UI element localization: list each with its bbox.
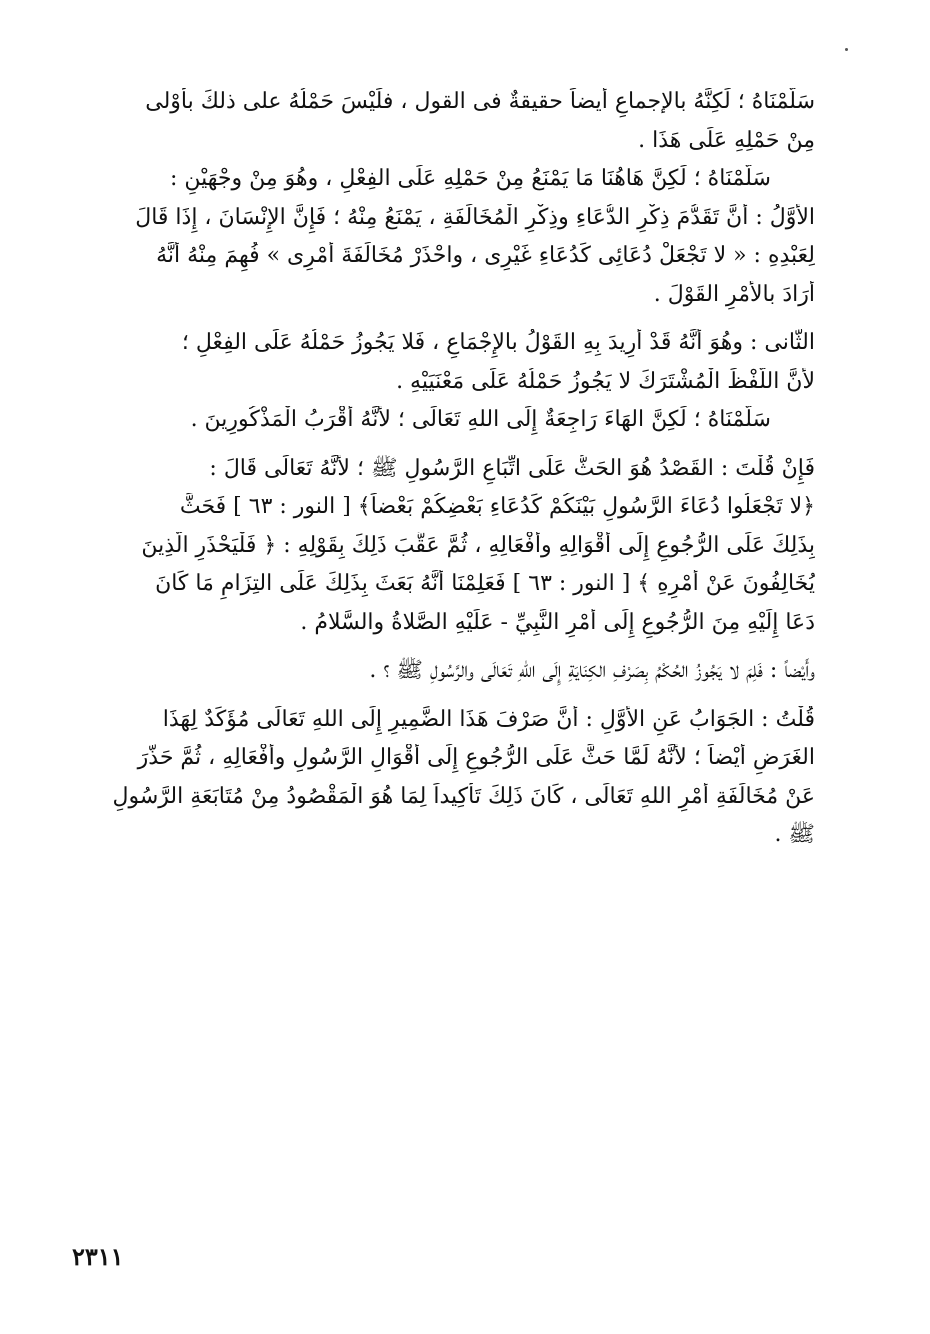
text-line: سَلَّمْنَاهُ ؛ لَكِنَّ هَاهُنَا مَا يَمْنَعُ مِنْ حَمْلِهِ عَلَى الفِعْلِ ، وهُوَ مِنْ وجْهَيْنِ : (169, 166, 771, 191)
text-line: مِنْ حَمْلِهِ عَلَى هَذَا . (638, 127, 815, 153)
text-line: بِذَلِكَ عَلَى الرُّجُوعِ إِلَى أَقْوَالِهِ وأَفْعَالِهِ ، ثُمَّ عَقَّبَ ذَلِكَ بِقَوْلِهِ : ﴿ فَلْيَحْذَرِ الَّذِينَ (141, 532, 815, 558)
text-line: فَإِنْ قُلْتَ : القَصْدُ هُوَ الحَثُّ عَلَى اتِّبَاعِ الرَّسُولِ ﷺ ؛ لأَنَّهُ تَعَالَى قَالَ : (209, 455, 815, 481)
text-line: سَلَّمْنَاهُ ؛ لَكِنَّ الهَاءَ رَاجِعَةٌ إِلَى اللهِ تَعَالَى ؛ لأَنَّهُ أَقْرَبُ الْمَذْكُورِينَ . (190, 407, 771, 432)
text-line: أَرَادَ بالأَمْرِ القَوْلَ . (653, 281, 815, 307)
text-line: لِعَبْدِهِ : « لا تَجْعَلْ دُعَائِى كَدُعَاءِ غَيْرِى ، واحْذَرْ مُخَالَفَةَ أَمْرِى » فُهِمَ مِنْهُ أَنَّهُ (156, 243, 815, 268)
text-line: وأَيْضاً : فَلِمَ لا يَجُوزُ الحُكْمُ بِصَرْفِ الكِنَايَةِ إِلَى اللهِ تَعَالَى والرَّسُولِ ﷺ ؟ . (369, 658, 815, 683)
text-line: الثَّانى : وهُوَ أَنَّهُ قَدْ أُرِيدَ بِهِ القَوْلُ بالإِجْمَاعِ ، فَلا يَجُوزُ حَمْلُهُ عَلَى الفِعْلِ ؛ (181, 330, 815, 355)
text-line: ﴿لا تَجْعَلُوا دُعَاءَ الرَّسُولِ بَيْنَكُمْ كَدُعَاءِ بَعْضِكُمْ بَعْضاً﴾ [ النور : ٦٣ ] فَحَثَّ (179, 494, 815, 519)
body-text (60, 88, 815, 860)
scan-speck (845, 48, 848, 51)
text-line: قُلْتُ : الجَوَابُ عَنِ الأَوَّلِ : أَنَّ صَرْفَ هَذَا الضَّمِيرِ إِلَى اللهِ تَعَالَى مُؤَكِّدٌ لِهَذَا (162, 706, 815, 732)
page-number: ٢٣١١ (72, 1242, 124, 1271)
text-line: لأَنَّ اللَّفْظَ الْمُشْتَرَكَ لا يَجُوزُ حَمْلُهُ عَلَى مَعْنَيَيْهِ . (396, 368, 815, 394)
text-line: يُخَالِفُونَ عَنْ أَمْرِهِ ﴾ [ النور : ٦٣ ] فَعَلِمْنَا أَنَّهُ بَعَثَ بِذَلِكَ عَلَى التِزَامِ مَا كَانَ (155, 571, 815, 596)
text-line: عَنْ مُخَالَفَةِ أَمْرِ اللهِ تَعَالَى ، كَانَ ذَلِكَ تَأْكِيداً لِمَا هُوَ الْمَقْصُودُ مِنْ مُتَابَعَةِ الرَّسُولِ (112, 783, 815, 809)
text-line: الغَرَضِ أَيْضاً ؛ لأَنَّهُ لَمَّا حَثَّ عَلَى الرُّجُوعِ إِلَى أَقْوَالِ الرَّسُولِ وأَفْعَالِهِ ، ثُمَّ حَذَّرَ (137, 745, 815, 770)
text-line: ﷺ . (774, 822, 815, 847)
text-line: الأَوَّلُ : أَنَّ تَقَدُّمَ ذِكْرِ الدُّعَاءِ وذِكْرِ الْمُخَالَفَةِ ، يَمْنَعُ مِنْهُ ؛ فَإِنَّ الإِنْسَانَ ، إِذَا قَالَ (135, 204, 815, 230)
text-line: سَلَّمْنَاهُ ؛ لَكِنَّهُ بالإجماعِ أيضاً حقيقةٌ فى القول ، فلَيْسَ حَمْلُهُ على ذلكَ بأَوْلى (145, 89, 815, 114)
text-line: دَعَا إِلَيْهِ مِنَ الرُّجُوعِ إِلَى أَمْرِ النَّبِيِّ - عَلَيْهِ الصَّلاةُ والسَّلامُ . (300, 609, 815, 635)
